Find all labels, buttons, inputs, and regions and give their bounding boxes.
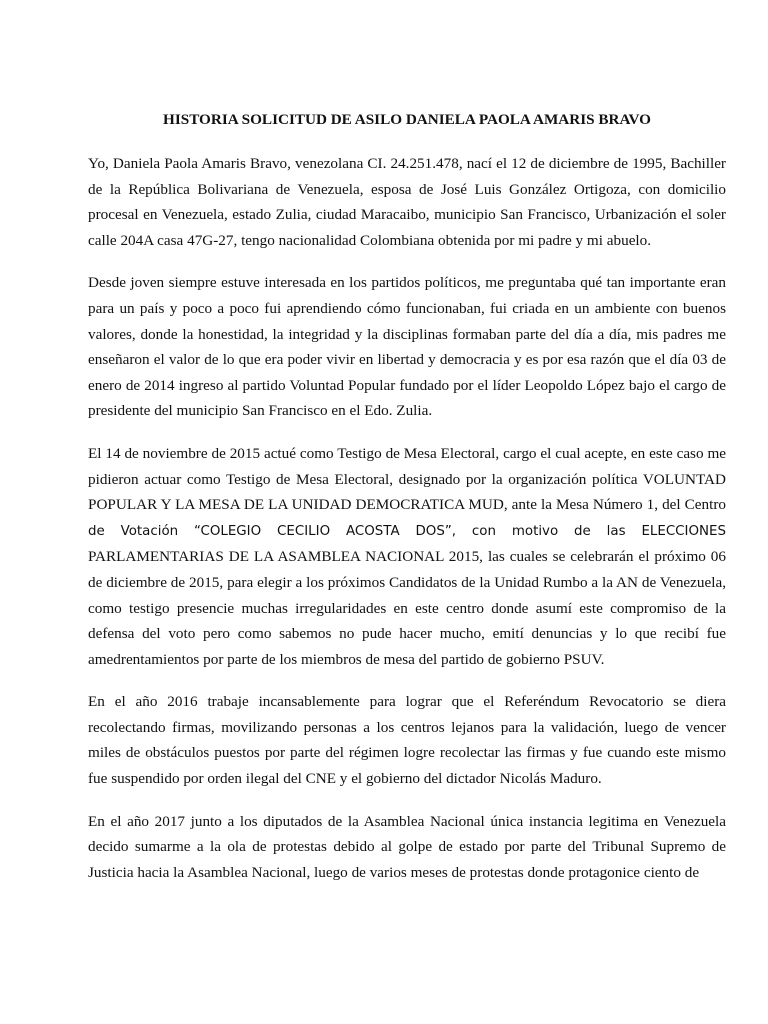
- document-title: HISTORIA SOLICITUD DE ASILO DANIELA PAOLA AMARIS BRAVO: [163, 111, 651, 128]
- paragraph-electoral-witness-part3: PARLAMENTARIAS DE LA ASAMBLEA NACIONAL 2015, las cuales se celebrarán el próximo 06 de diciembre de 2015, para elegir a los próximos Candidatos de la Unidad Rumbo a la AN de Venezuela, como testigo presencie muchas irregularidades en este centro donde asumí este compromiso de la defensa del voto pero como sabemos no pude hacer mucho, emití denuncias y lo que recibí fue amedrentamientos por parte de los miembros de mesa del partido de gobierno PSUV.: [88, 548, 726, 668]
- paragraph-electoral-witness-part2: de Votación “COLEGIO CECILIO ACOSTA DOS”, con motivo de las ELECCIONES: [88, 523, 726, 539]
- paragraph-personal-info: Yo, Daniela Paola Amaris Bravo, venezolana CI. 24.251.478, nací el 12 de diciembre de 1995, Bachiller de la República Bolivariana de Venezuela, esposa de José Luis González Ortigoza, con domicilio procesal en Venezuela, estado Zulia, ciudad Maracaibo, municipio San Francisco, Urbanización el soler calle 204A casa 47G-27, tengo nacionalidad Colombiana obtenida por mi padre y mi abuelo.: [88, 155, 726, 249]
- paragraph-electoral-witness-part1: El 14 de noviembre de 2015 actué como Testigo de Mesa Electoral, cargo el cual acepte, en este caso me pidieron actuar como Testigo de Mesa Electoral, designado por la organización política VOLUNTAD POPULAR Y LA MESA DE LA UNIDAD DEMOCRATICA MUD, ante la Mesa Número 1, del Centro: [88, 444, 726, 514]
- document-page: [88, 98, 726, 902]
- paragraph-protests-2017: En el año 2017 junto a los diputados de la Asamblea Nacional única instancia legitima en Venezuela decido sumarme a la ola de protestas debido al golpe de estado por parte del Tribunal Supremo de Justicia hacia la Asamblea Nacional, luego de varios meses de protestas donde protagonice ciento de: [88, 812, 726, 881]
- paragraph-referendum-2016: En el año 2016 trabaje incansablemente para lograr que el Referéndum Revocatorio se diera recolectando firmas, movilizando personas a los centros lejanos para la validación, luego de vencer miles de obstáculos puestos por parte del régimen logre recolectar las firmas y fue cuando este mismo fue suspendido por orden ilegal del CNE y el gobierno del dictador Nicolás Maduro.: [88, 693, 726, 788]
- paragraph-electoral-witness: [88, 441, 726, 672]
- paragraph-political-background: Desde joven siempre estuve interesada en los partidos políticos, me preguntaba qué tan importante eran para un país y poco a poco fui aprendiendo cómo funcionaban, fui criada en un ambiente con buenos valores, donde la honestidad, la integridad y la disciplinas formaban parte del día a día, mis padres me enseñaron el valor de lo que era poder vivir en libertad y democracia y es por esa razón que el día 03 de enero de 2014 ingreso al partido Voluntad Popular fundado por el líder Leopoldo López bajo el cargo de presidente del municipio San Francisco en el Edo. Zulia.: [88, 274, 726, 420]
